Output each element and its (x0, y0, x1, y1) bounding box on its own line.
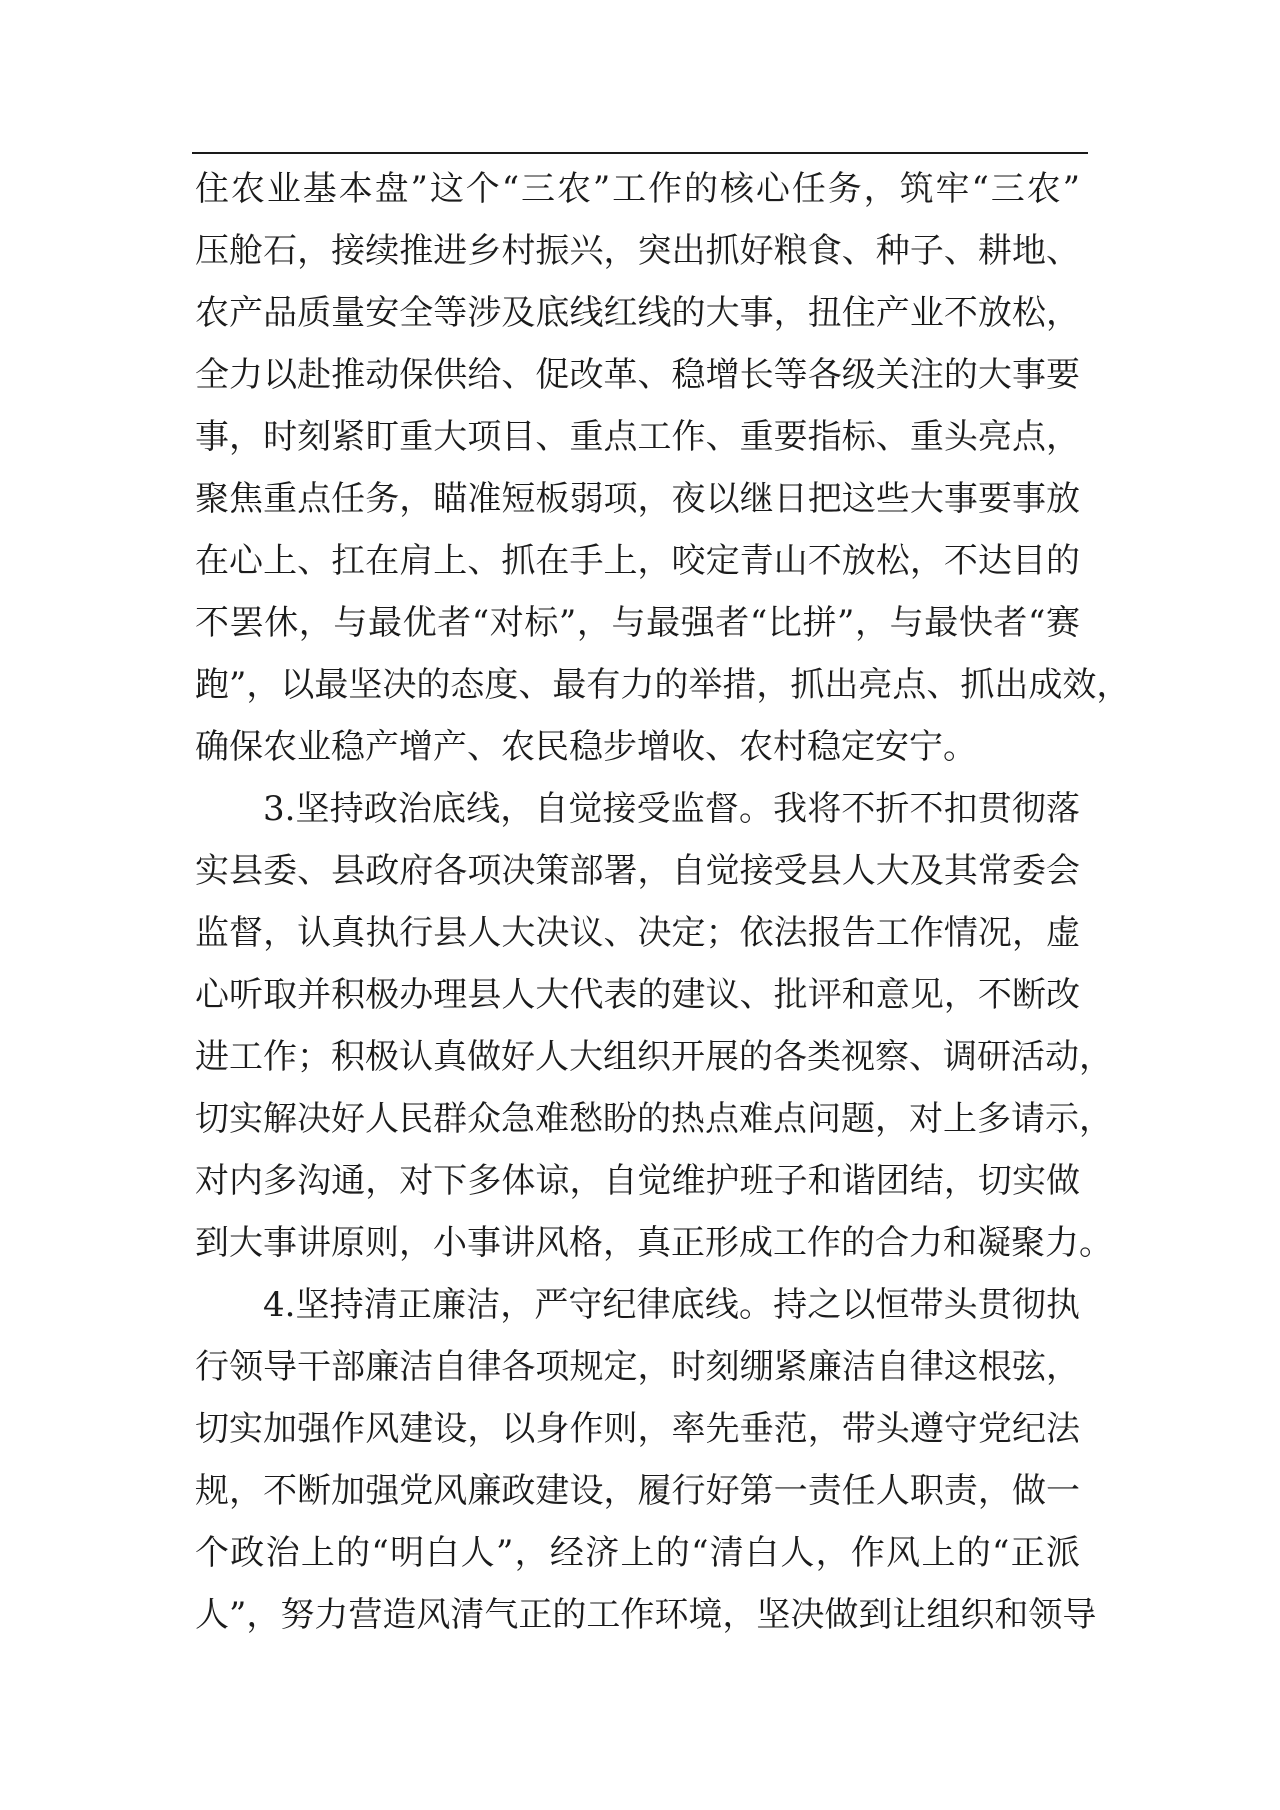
text-line: 监督，认真执行县人大决议、决定；依法报告工作情况，虚 (195, 913, 1080, 953)
header-rule (192, 152, 1088, 154)
paragraph-2 (195, 778, 1113, 1274)
text-line: 切实加强作风建设，以身作则，率先垂范，带头遵守党纪法 (195, 1409, 1080, 1449)
text-line: 不罢休，与最优者“对标”，与最强者“比拼”，与最快者“赛 (195, 603, 1080, 643)
text-line: 个政治上的“明白人”，经济上的“清白人，作风上的“正派 (195, 1533, 1080, 1573)
text-line: 农产品质量安全等涉及底线红线的大事，扭住产业不放松， (195, 293, 1080, 333)
text-line: 在心上、扛在肩上、抓在手上，咬定青山不放松，不达目的 (195, 541, 1080, 581)
text-line: 住农业基本盘”这个“三农”工作的核心任务，筑牢“三农” (195, 169, 1080, 209)
paragraph-1 (195, 158, 1131, 778)
text-line: 规，不断加强党风廉政建设，履行好第一责任人职责，做一 (195, 1471, 1080, 1511)
text-line: 确保农业稳产增产、农民稳步增收、农村稳定安宁。 (195, 727, 977, 767)
text-line: 心听取并积极办理县人大代表的建议、批评和意见，不断改 (195, 975, 1080, 1015)
text-line: 实县委、县政府各项决策部署，自觉接受县人大及其常委会 (195, 851, 1080, 891)
text-line: 对内多沟通，对下多体谅，自觉维护班子和谐团结，切实做 (195, 1161, 1080, 1201)
text-line: 切实解决好人民群众急难愁盼的热点难点问题，对上多请示， (195, 1099, 1113, 1139)
text-line: 4.坚持清正廉洁，严守纪律底线。持之以恒带头贯彻执 (263, 1285, 1080, 1325)
body-text (195, 158, 1131, 1646)
text-line: 聚焦重点任务，瞄准短板弱项，夜以继日把这些大事要事放 (195, 479, 1080, 519)
text-line: 事，时刻紧盯重大项目、重点工作、重要指标、重头亮点， (195, 417, 1080, 457)
paragraph-3 (195, 1274, 1095, 1646)
text-line: 人”，努力营造风清气正的工作环境，坚决做到让组织和领导 (195, 1595, 1097, 1635)
text-line: 到大事讲原则，小事讲风格，真正形成工作的合力和凝聚力。 (195, 1223, 1113, 1263)
text-line: 进工作；积极认真做好人大组织开展的各类视察、调研活动， (195, 1037, 1113, 1077)
text-line: 全力以赴推动保供给、促改革、稳增长等各级关注的大事要 (195, 355, 1080, 395)
text-line: 跑”，以最坚决的态度、最有力的举措，抓出亮点、抓出成效， (195, 665, 1131, 705)
text-line: 行领导干部廉洁自律各项规定，时刻绷紧廉洁自律这根弦， (195, 1347, 1080, 1387)
text-line: 3.坚持政治底线，自觉接受监督。我将不折不扣贯彻落 (263, 789, 1080, 829)
text-line: 压舱石，接续推进乡村振兴，突出抓好粮食、种子、耕地、 (195, 231, 1080, 271)
